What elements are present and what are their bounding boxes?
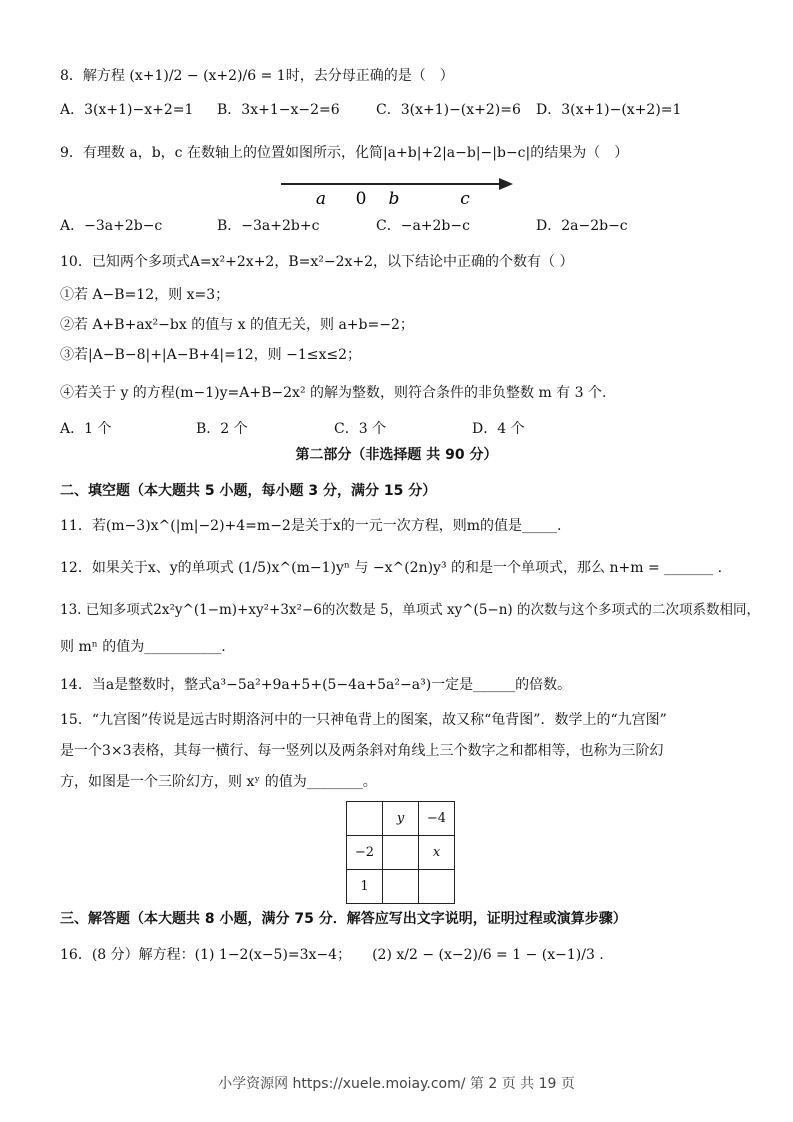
magic-square-cell: x xyxy=(419,836,455,870)
q10-option-b: B．2 个 xyxy=(196,421,248,437)
q9-option-a: A．−3a+2b−c xyxy=(60,218,163,234)
question-15-line2: 是一个3×3表格，其每一横行、每一竖列以及两条斜对角线上三个数字之和都相等，也称为三阶幻 xyxy=(60,743,664,759)
q8-option-c: C．3(x+1)−(x+2)=6 xyxy=(376,102,521,118)
section2-title: 二、填空题（本大题共 5 小题，每小题 3 分，满分 15 分） xyxy=(60,483,437,499)
magic-square-cell: y xyxy=(383,802,419,836)
magic-square-cell: 1 xyxy=(347,870,383,904)
part2-title: 第二部分（非选择题 共 90 分） xyxy=(295,447,498,463)
question-13-line1: 13. 已知多项式2x²y^(1−m)+xy²+3x²−6的次数是 5，单项式 xy^(5−n) 的次数与这个多项式的二次项系数相同， xyxy=(60,602,760,618)
question-12: 12．如果关于x、y的单项式 (1/5)x^(m−1)yⁿ 与 −x^(2n)y³ 的和是一个单项式，那么 n+m = _______ . xyxy=(60,560,723,576)
question-8: 8．解方程 (x+1)/2 − (x+2)/6 = 1时，去分母正确的是（ ） xyxy=(60,68,454,84)
q8-option-a: A．3(x+1)−x+2=1 xyxy=(60,102,194,118)
q10-option-a: A．1 个 xyxy=(60,421,112,437)
section3-title: 三、解答题（本大题共 8 小题，满分 75 分．解答应写出文字说明，证明过程或演算步骤） xyxy=(60,911,627,927)
label-zero: 0 xyxy=(355,189,367,208)
label-c: c xyxy=(460,189,470,208)
q8-option-b: B．3x+1−x−2=6 xyxy=(217,102,340,118)
magic-square-cell xyxy=(383,836,419,870)
question-14: 14．当a是整数时，整式a³−5a²+9a+5+(5−4a+5a²−a³)一定是______的倍数。 xyxy=(60,677,572,693)
magic-square-cell: −4 xyxy=(419,802,455,836)
number-line-figure xyxy=(275,166,525,208)
question-16: 16．(8 分）解方程：(1) 1−2(x−5)=3x−4； (2) x/2 − (x−2)/6 = 1 − (x−1)/3 . xyxy=(60,947,604,963)
magic-square-cell xyxy=(419,870,455,904)
magic-square-grid xyxy=(346,801,455,904)
question-10: 10．已知两个多项式A=x²+2x+2，B=x²−2x+2，以下结论中正确的个数有（ ） xyxy=(60,254,574,270)
question-15-line3: 方，如图是一个三阶幻方，则 xʸ 的值为________。 xyxy=(60,774,377,790)
label-b: b xyxy=(388,189,400,208)
page-footer: 小学资源网 https://xuele.moiay.com/ 第 2 页 共 19 页 xyxy=(218,1076,575,1092)
q10-option-d: D．4 个 xyxy=(472,421,525,437)
question-9: 9．有理数 a，b，c 在数轴上的位置如图所示，化简|a+b|+2|a−b|−|b−c|的结果为（ ） xyxy=(60,145,629,161)
q10-item-2: ②若 A+B+ax²−bx 的值与 x 的值无关，则 a+b=−2； xyxy=(60,317,414,333)
q9-option-b: B．−3a+2b+c xyxy=(217,218,320,234)
q10-item-4: ④若关于 y 的方程(m−1)y=A+B−2x² 的解为整数，则符合条件的非负整数 m 有 3 个. xyxy=(60,385,607,401)
arrow-icon xyxy=(499,178,513,190)
q9-option-c: C．−a+2b−c xyxy=(376,218,470,234)
q10-item-3: ③若|A−B−8|+|A−B+4|=12，则 −1≤x≤2； xyxy=(60,347,362,363)
question-11: 11．若(m−3)x^(|m|−2)+4=m−2是关于x的一元一次方程，则m的值是_____. xyxy=(60,518,562,534)
q8-option-d: D．3(x+1)−(x+2)=1 xyxy=(536,102,682,118)
question-13-line2: 则 mⁿ 的值为___________. xyxy=(60,639,226,655)
q10-option-c: C．3 个 xyxy=(334,421,387,437)
q10-item-1: ①若 A−B=12，则 x=3； xyxy=(60,287,230,303)
magic-square-cell xyxy=(383,870,419,904)
q9-option-d: D．2a−2b−c xyxy=(536,218,628,234)
magic-square-cell xyxy=(347,802,383,836)
label-a: a xyxy=(315,189,327,208)
magic-square-cell: −2 xyxy=(347,836,383,870)
question-15-line1: 15．“九宫图”传说是远古时期洛河中的一只神龟背上的图案，故又称“龟背图”．数学上的“九宫图” xyxy=(60,712,667,728)
